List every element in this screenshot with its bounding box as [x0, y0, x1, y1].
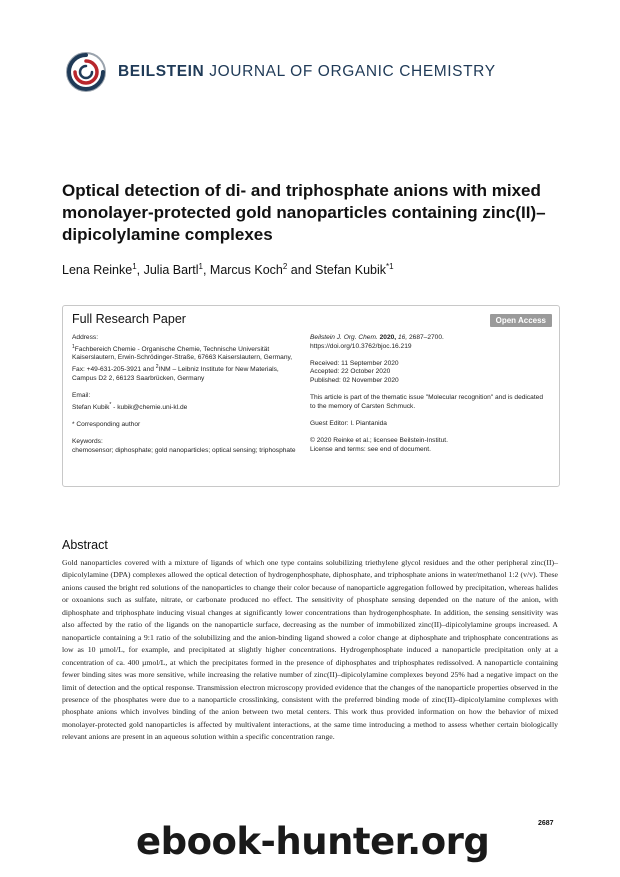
affiliation-2: INM – Leibniz Institute for New Materials, Campus D2 2, 66123 Saarbrücken, Germany [72, 366, 279, 382]
author-name: Julia Bartl [143, 263, 199, 278]
open-access-badge[interactable]: Open Access [490, 314, 552, 327]
keywords-block [72, 438, 302, 455]
address-label: Address: [72, 334, 99, 341]
journal-name-rest: JOURNAL OF ORGANIC CHEMISTRY [209, 63, 496, 80]
author-affiliation: 1 [198, 262, 203, 271]
author-separator: , [136, 263, 144, 278]
author-separator: and [287, 263, 316, 278]
accepted-date: Accepted: 22 October 2020 [310, 368, 391, 376]
email-label: Email: [72, 391, 91, 399]
keywords-label: Keywords: [72, 438, 103, 446]
article-type: Full Research Paper [72, 312, 186, 326]
page-number: 2687 [538, 820, 554, 827]
author-name: Stefan Kubik [315, 263, 387, 278]
affiliation-marker: 1 [72, 343, 75, 350]
info-left-column [72, 334, 302, 464]
email-block [72, 392, 302, 412]
article-info-box [62, 305, 560, 487]
citation-pages: 2687–2700. [409, 334, 444, 341]
watermark-text: ebook-hunter.org [136, 820, 490, 863]
email-marker: * [109, 401, 112, 408]
author-affiliation: 2 [282, 262, 288, 271]
author-affiliation: 1 [132, 262, 137, 271]
author-name: Marcus Koch [209, 263, 283, 278]
license-block [310, 437, 550, 454]
author-name: Lena Reinke [62, 263, 133, 278]
abstract-text: Gold nanoparticles covered with a mixture of ligands of which one type contains solubilizing triethylene glycol residues and the other peripheral zinc(II)–dipicolylamine (DPA) complexes allowed the optical detection of hydrogenphosphate, diphosphate, and triphosphate anions in water/methanol 1:2 (v/v). These anions caused the bright red solutions of the nanoparticles to change their color because of nanoparticle aggregation followed by precipitation, whereas halides or oxoanions such as sulfate, nitrate, or carbonate produced no effect. The sensitivity of phosphate sensing depended on the nature of the anion, with diphosphate and triphosphate inducing visual changes at significantly lower concentrations than hydrogenphosphate. In addition, the sensing sensitivity was also affected by the ratio of the ligands on the nanoparticle surface, decreasing as the number of immobilized zinc(II)–dipicolylamine groups increased. A nanoparticle containing a 9:1 ratio of the solubilizing and the anion-binding ligand showed a color change at diphosphate and triphosphate concentrations as low as 10 µmol/L, for example, and precipitated at slightly higher concentrations. Hydrogenphosphate induced a nanoparticle precipitation only at a concentration of ca. 400 µmol/L, at which the precipitates formed in the presence of diphosphates and triphosphates redissolved. A nanoparticle containing fewer binding sites was more sensitive, while increasing the relative number of zinc(II)–dipicolylamine complexes beyond 25% had a negative impact on the limit of detection and the optical response. Transmission electron microscopy provided evidence that the changes of the nanoparticle properties observed in the presence of the phosphates were due to a nanoparticle crosslinking, consistent with the preferred binding mode of zinc(II)–dipicolylamine complexes with phosphate anions which involves binding of the anion between two metal centers. This work thus provided information on how the behavior of mixed monolayer-protected gold nanoparticles is affected by multivalent interactions, at the same time introducing a method to assess whether certain biologically relevant anions are present in an aqueous solution within a specific concentration range. [62, 558, 558, 742]
citation-year: 2020, [379, 334, 397, 341]
keywords-list: chemosensor; diphosphate; gold nanoparticles; optical sensing; triphosphate [72, 446, 296, 454]
corresponding-note: * Corresponding author [72, 420, 141, 428]
dates-block [310, 360, 550, 386]
doi-link[interactable]: https://doi.org/10.3762/bjoc.16.219 [310, 342, 412, 350]
info-right-column [310, 334, 550, 463]
published-date: Published: 02 November 2020 [310, 376, 399, 384]
thematic-issue-note: This article is part of the thematic issue "Molecular recognition" and is dedicated to the memory of Carsten Schmuck. [310, 394, 544, 410]
abstract-heading: Abstract [62, 538, 108, 552]
citation-volume: 16, [398, 334, 408, 341]
email-author: Stefan Kubik [72, 403, 110, 411]
guest-editor: Guest Editor: I. Piantanida [310, 419, 387, 427]
citation-journal: Beilstein J. Org. Chem. [310, 334, 378, 341]
affiliation-1: Fachbereich Chemie - Organische Chemie, Technische Universität Kaiserslautern, Erwin-Schrödinger-Straße, 67663 Kaiserslautern, Germany, Fax: +49-631-205-3921 and [72, 345, 293, 374]
received-date: Received: 11 September 2020 [310, 359, 399, 367]
author-separator: , [202, 263, 210, 278]
journal-name-bold: BEILSTEIN [118, 63, 205, 80]
author-affiliation: *1 [386, 262, 394, 271]
email-address-link[interactable]: - kubik@chemie.uni-kl.de [111, 403, 188, 411]
author-list [62, 262, 394, 277]
address-block [72, 334, 302, 383]
journal-logo-icon [64, 50, 108, 94]
license-terms: License and terms: see end of document. [310, 445, 431, 453]
journal-name [118, 63, 496, 81]
citation-block [310, 334, 550, 351]
affiliation-marker: 2 [155, 363, 159, 370]
article-title: Optical detection of di- and triphosphate anions with mixed monolayer-protected gold nanoparticles containing zinc(II)–dipicolylamine complexes [62, 181, 546, 244]
copyright-notice: © 2020 Reinke et al.; licensee Beilstein-Institut. [310, 437, 448, 445]
